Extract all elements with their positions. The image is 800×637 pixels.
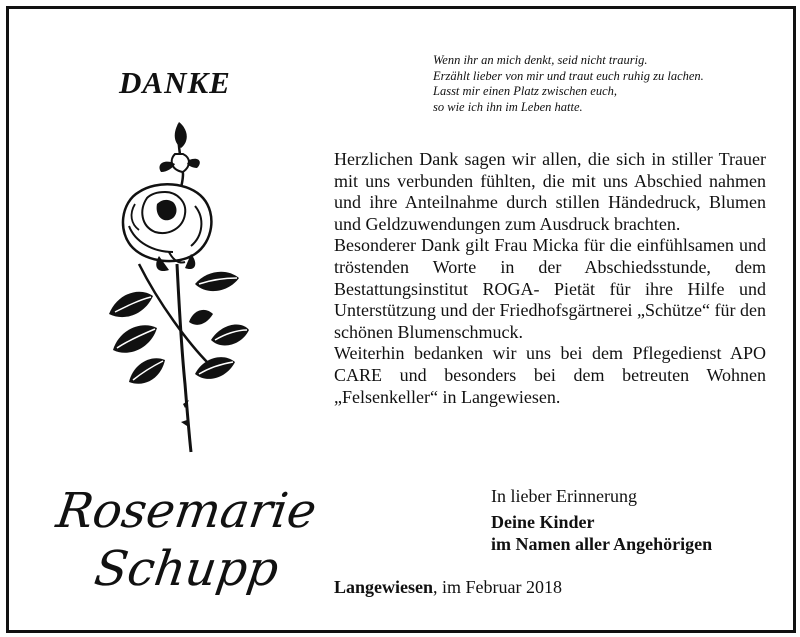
deceased-name: [49, 479, 329, 609]
paragraph: Weiterhin bedanken wir uns bei dem Pflegedienst APO CARE und besonders bei dem betreuten Wohnen „Felsenkeller“ in Langewiesen.: [334, 343, 766, 407]
paragraph: Herzlichen Dank sagen wir allen, die sich in stiller Trauer mit uns verbunden fühlten, die mit uns Abschied nahmen und ihre Anteilnahme durch stillen Händedruck, Blumen und Geldzuwendungen zum Ausdruck brachten.: [334, 149, 766, 234]
poem-line: Erzählt lieber von mir und traut euch ruhig zu lachen.: [433, 68, 704, 83]
last-name: Schupp: [91, 541, 282, 597]
remembrance-line: In lieber Erinnerung: [491, 486, 637, 506]
poem-line: Wenn ihr an mich denkt, seid nicht traurig.: [433, 53, 648, 67]
place-name: Langewiesen: [334, 577, 433, 597]
signature-line: im Namen aller Angehörigen: [491, 534, 713, 554]
signature-line: Deine Kinder: [491, 512, 595, 532]
poem: [433, 53, 704, 115]
notice-frame: [6, 6, 796, 633]
place-date: [334, 576, 562, 598]
poem-line: so wie ich ihn im Leben hatte.: [433, 99, 583, 114]
poem-line: Lasst mir einen Platz zwischen euch,: [433, 84, 618, 98]
notice-title: DANKE: [119, 65, 231, 100]
date-text: , im Februar 2018: [433, 577, 562, 597]
paragraph: Besonderer Dank gilt Frau Micka für die einfühlsamen und tröstenden Worte in der Abschiedsstunde, dem Bestattungsinstitut ROGA- Pietät für ihre Hilfe und Unterstützung und der Friedhofsgärtnerei „Schütze“ für den schönen Blumenschmuck.: [334, 235, 766, 342]
rose-icon: [99, 114, 249, 459]
closing-block: [491, 485, 712, 555]
first-name: Rosemarie: [53, 483, 320, 539]
thank-you-text: [334, 149, 766, 408]
